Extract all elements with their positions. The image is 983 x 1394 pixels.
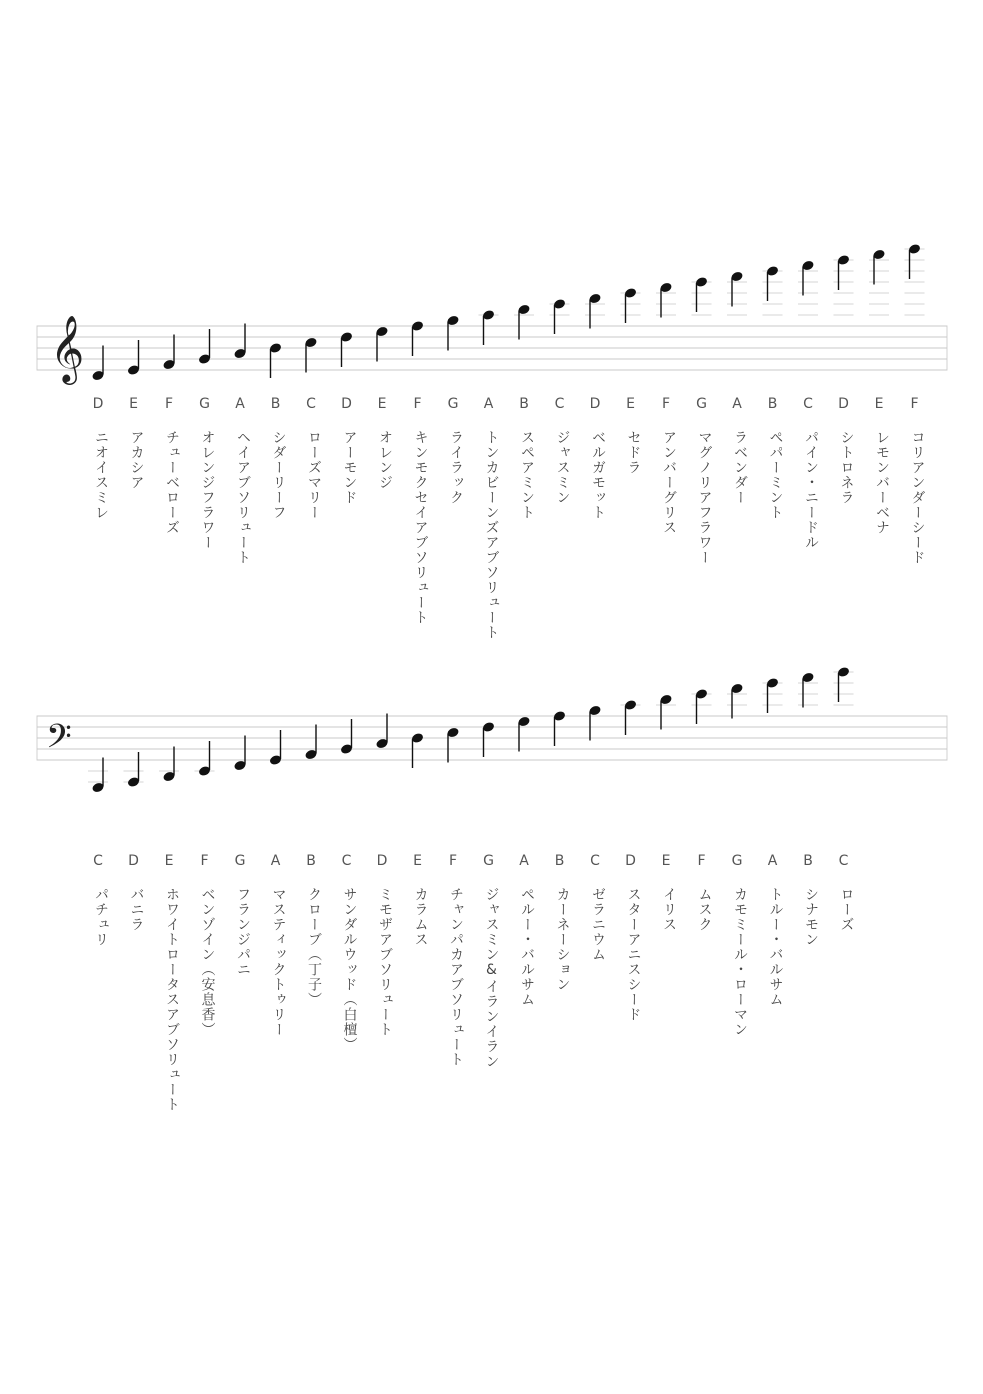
treble-note-letter: F bbox=[661, 396, 671, 412]
treble-note-2 bbox=[127, 340, 141, 376]
treble-note-22 bbox=[834, 254, 854, 315]
bass-note-5 bbox=[233, 736, 247, 772]
treble-note-17 bbox=[656, 282, 676, 318]
treble-note-6 bbox=[269, 342, 283, 378]
treble-note-name: パイン・ニードル bbox=[803, 430, 819, 550]
bass-note-letter: D bbox=[128, 853, 139, 869]
bass-clef-icon: 𝄢 bbox=[46, 718, 72, 764]
bass-note-letter: C bbox=[590, 853, 600, 869]
treble-note-letter: F bbox=[164, 396, 174, 412]
bass-note-name: カラムス bbox=[412, 887, 429, 947]
treble-note-letter: A bbox=[235, 396, 245, 412]
bass-note-letter: C bbox=[838, 853, 849, 869]
treble-note-10 bbox=[411, 320, 425, 356]
treble-note-11 bbox=[446, 315, 460, 351]
treble-note-letter: F bbox=[413, 396, 422, 412]
treble-note-name: シダーリーフ bbox=[270, 430, 287, 520]
treble-clef-icon: 𝄞 bbox=[50, 314, 85, 382]
bass-note-name: カーネーション bbox=[554, 887, 571, 992]
treble-note-20 bbox=[763, 265, 783, 315]
treble-note-23 bbox=[869, 249, 889, 315]
bass-note-letter: D bbox=[376, 853, 388, 869]
bass-note-name: バニラ bbox=[128, 887, 145, 932]
treble-note-name: レモンバーベナ bbox=[874, 430, 890, 535]
bass-note-letter: C bbox=[93, 853, 103, 869]
bass-note-20 bbox=[763, 677, 783, 713]
bass-note-letter: E bbox=[164, 853, 174, 869]
treble-note-7 bbox=[304, 337, 318, 373]
bass-note-letter: F bbox=[448, 853, 458, 869]
treble-note-15 bbox=[585, 293, 605, 329]
treble-note-letter: B bbox=[519, 396, 529, 412]
treble-note-letter: E bbox=[129, 396, 138, 412]
bass-note-17 bbox=[656, 694, 676, 730]
treble-note-name: キンモクセイアブソリュート bbox=[412, 430, 429, 625]
bass-note-name: ジャスミン&イランイラン bbox=[483, 887, 500, 1069]
treble-note-name: チューベローズ bbox=[164, 430, 180, 535]
treble-note-name: スペアミント bbox=[519, 430, 535, 520]
treble-note-9 bbox=[375, 326, 389, 362]
bass-note-letter: A bbox=[767, 853, 778, 869]
treble-note-name: オレンジ bbox=[377, 430, 393, 490]
treble-note-letter: B bbox=[270, 396, 281, 412]
treble-note-name: アンバーグリス bbox=[661, 430, 677, 535]
treble-note-name: ニオイスミレ bbox=[93, 430, 109, 520]
bass-note-name: ムスク bbox=[696, 887, 713, 932]
treble-note-letter: C bbox=[803, 396, 813, 412]
bass-note-22 bbox=[834, 666, 854, 705]
treble-note-name: ヘイアブソリュート bbox=[235, 430, 251, 565]
bass-note-19 bbox=[727, 683, 747, 719]
bass-note-16 bbox=[621, 699, 641, 735]
treble-note-16 bbox=[621, 287, 641, 323]
bass-note-letter: E bbox=[661, 853, 671, 869]
bass-note-name: シナモン bbox=[803, 887, 819, 947]
treble-note-letter: D bbox=[341, 396, 352, 412]
treble-note-name: コリアンダーシード bbox=[909, 430, 926, 565]
treble-note-name: アーモンド bbox=[341, 430, 358, 505]
bass-note-18 bbox=[692, 688, 712, 724]
bass-note-letter: F bbox=[200, 853, 209, 869]
bass-note-name: クローブ（丁子） bbox=[306, 887, 322, 1007]
bass-note-name: カモミール・ローマン bbox=[732, 887, 748, 1037]
treble-note-19 bbox=[727, 271, 747, 315]
bass-note-1 bbox=[88, 758, 108, 794]
bass-note-letter: G bbox=[731, 853, 743, 869]
bass-note-2 bbox=[124, 752, 144, 788]
bass-note-10 bbox=[411, 732, 425, 768]
treble-note-letter: A bbox=[732, 396, 742, 412]
bass-note-3 bbox=[159, 747, 179, 783]
treble-note-name: ペパーミント bbox=[767, 430, 784, 520]
treble-note-18 bbox=[692, 276, 712, 315]
treble-note-letter: B bbox=[767, 396, 778, 412]
bass-note-name: フランジパニ bbox=[235, 887, 251, 977]
bass-note-21 bbox=[798, 672, 818, 708]
bass-note-name: ホワイトロータスアブソリュート bbox=[164, 887, 180, 1112]
treble-note-13 bbox=[514, 304, 534, 340]
treble-note-letter: G bbox=[199, 396, 210, 412]
bass-note-9 bbox=[375, 714, 389, 750]
bass-note-letter: B bbox=[306, 853, 316, 869]
bass-note-name: ベンゾイン（安息香） bbox=[199, 887, 216, 1037]
treble-note-letter: F bbox=[910, 396, 919, 412]
treble-note-name: ジャスミン bbox=[554, 430, 571, 505]
bass-note-letter: D bbox=[625, 853, 636, 869]
treble-note-letter: D bbox=[589, 396, 601, 412]
bass-note-letter: B bbox=[803, 853, 813, 869]
bass-note-letter: G bbox=[483, 853, 494, 869]
treble-note-letter: E bbox=[626, 396, 635, 412]
treble-note-letter: D bbox=[838, 396, 849, 412]
bass-note-letter: E bbox=[413, 853, 422, 869]
bass-note-6 bbox=[269, 730, 283, 766]
treble-note-letter: C bbox=[554, 396, 565, 412]
bass-note-4 bbox=[195, 741, 215, 777]
treble-note-name: ベルガモット bbox=[590, 430, 606, 520]
bass-note-letter: C bbox=[341, 853, 352, 869]
treble-note-name: トンカビーンズアブソリュート bbox=[483, 430, 500, 640]
treble-note-name: マグノリアフラワー bbox=[696, 430, 713, 565]
treble-note-letter: E bbox=[874, 396, 884, 412]
bass-note-8 bbox=[340, 719, 354, 755]
treble-note-24 bbox=[905, 243, 925, 315]
treble-note-8 bbox=[340, 331, 354, 367]
treble-note-letter: C bbox=[306, 396, 316, 412]
treble-note-name: ライラック bbox=[448, 430, 464, 505]
bass-note-name: ペルー・バルサム bbox=[519, 887, 535, 1007]
treble-note-letter: G bbox=[696, 396, 707, 412]
treble-note-5 bbox=[233, 324, 247, 360]
treble-note-name: オレンジフラワー bbox=[199, 430, 216, 550]
bass-note-name: ゼラニウム bbox=[590, 887, 606, 962]
bass-note-letter: A bbox=[519, 853, 529, 869]
treble-note-letter: A bbox=[483, 396, 494, 412]
bass-note-name: ミモザアブソリュート bbox=[377, 887, 393, 1037]
bass-note-name: トルー・バルサム bbox=[767, 887, 784, 1007]
treble-note-4 bbox=[198, 329, 212, 365]
treble-note-name: ローズマリー bbox=[306, 430, 322, 520]
bass-note-name: スターアニスシード bbox=[625, 887, 642, 1022]
treble-note-1 bbox=[91, 346, 105, 382]
bass-note-letter: G bbox=[234, 853, 246, 869]
bass-note-13 bbox=[517, 716, 531, 752]
treble-note-21 bbox=[798, 260, 818, 315]
treble-note-name: セドラ bbox=[625, 430, 642, 475]
bass-note-letter: A bbox=[270, 853, 281, 869]
bass-note-14 bbox=[553, 710, 567, 746]
treble-note-name: シトロネラ bbox=[838, 430, 855, 505]
bass-note-name: サンダルウッド（白檀） bbox=[341, 887, 358, 1052]
bass-note-name: イリス bbox=[661, 887, 677, 932]
treble-note-3 bbox=[162, 335, 176, 371]
treble-note-name: アカシア bbox=[128, 430, 145, 490]
bass-note-letter: B bbox=[554, 853, 565, 869]
treble-note-letter: E bbox=[377, 396, 387, 412]
bass-note-name: チャンパカアブソリュート bbox=[448, 887, 464, 1067]
treble-note-14 bbox=[550, 298, 570, 334]
bass-note-15 bbox=[588, 705, 602, 741]
bass-note-7 bbox=[304, 725, 318, 761]
bass-note-letter: F bbox=[697, 853, 706, 869]
treble-note-12 bbox=[479, 309, 499, 345]
bass-note-name: パチュリ bbox=[93, 887, 109, 947]
bass-note-12 bbox=[482, 721, 496, 757]
bass-note-name: マスティックトゥリー bbox=[270, 887, 287, 1037]
treble-note-letter: G bbox=[447, 396, 459, 412]
treble-note-letter: D bbox=[92, 396, 104, 412]
bass-note-11 bbox=[446, 727, 460, 763]
bass-note-name: ローズ bbox=[838, 887, 855, 932]
treble-note-name: ラベンダー bbox=[732, 430, 748, 505]
